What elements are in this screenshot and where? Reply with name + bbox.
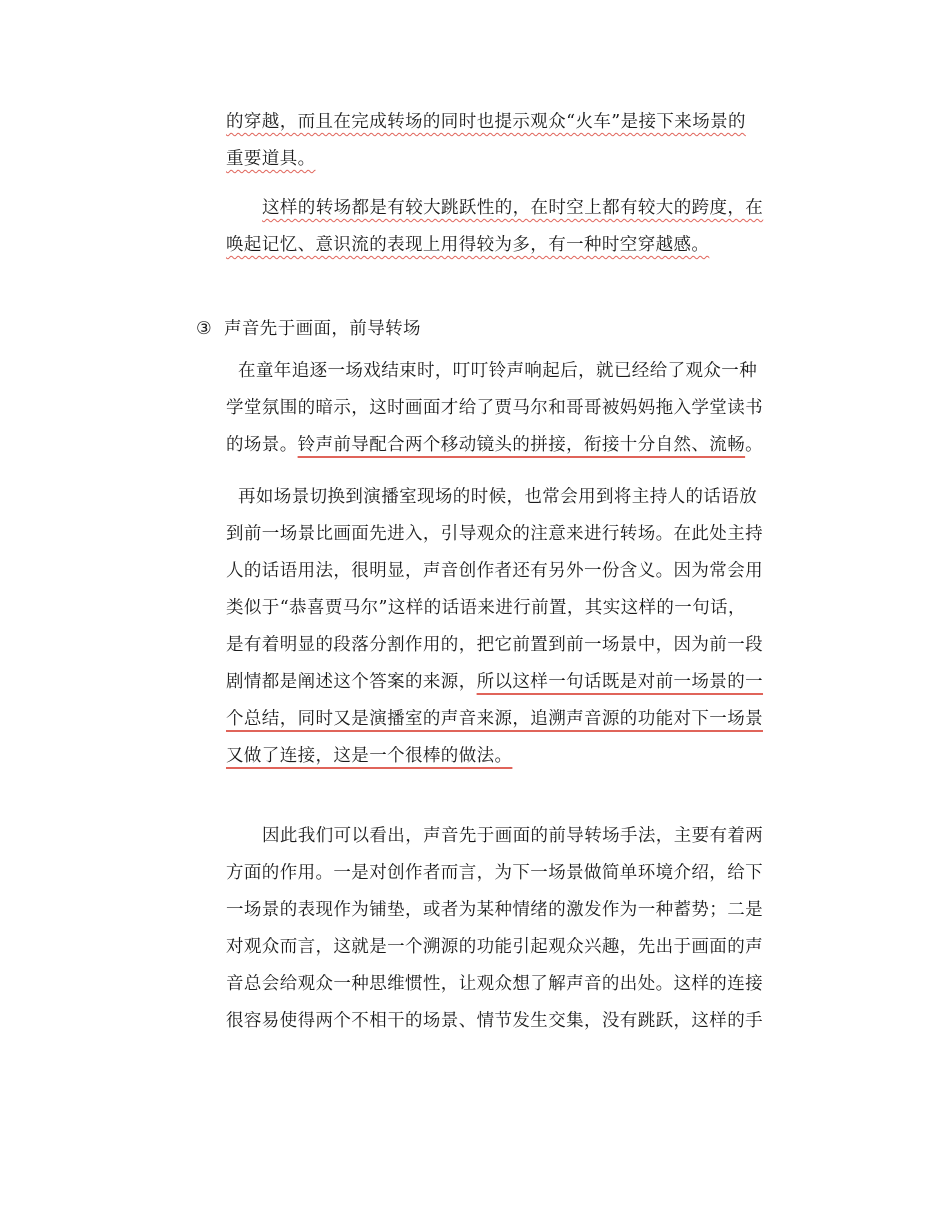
underlined-text: 个总结，同时又是演播室的声音来源，追溯声音源的功能对下一场景 [226,709,763,729]
text-line: 是有着明显的段落分割作用的，把它前置到前一场景中，因为前一段 [226,635,763,655]
text-line: 学堂氛围的暗示，这时画面才给了贾马尔和哥哥被妈妈拖入学堂读书 [226,398,763,418]
text-line: 对观众而言，这就是一个溯源的功能引起观众兴趣，先出于画面的声 [226,937,763,957]
text-line: 因此我们可以看出，声音先于画面的前导转场手法，主要有着两 [262,826,764,846]
text-line: 这样的转场都是有较大跳跃性的，在时空上都有较大的跨度，在 [262,198,764,218]
text-line: 人的话语用法，很明显，声音创作者还有另外一份含义。因为常会用 [226,561,763,581]
text-line: 到前一场景比画面先进入，引导观众的注意来进行转场。在此处主持 [226,524,763,544]
text-line: 再如场景切换到演播室现场的时候，也常会用到将主持人的话语放 [238,487,758,507]
paragraph-3 [226,353,814,464]
text-line: 类似于“恭喜贾马尔”这样的话语来进行前置，其实这样的一句话， [226,598,746,618]
section-number: ③ [196,319,213,339]
text-line: 在童年追逐一场戏结束时，叮叮铃声响起后，就已经给了观众一种 [238,361,758,381]
text-line: 方面的作用。一是对创作者而言，为下一场景做简单环境介绍，给下 [226,863,763,883]
underlined-text: 铃声前导配合两个移动镜头的拼接，衔接十分自然、流畅 [297,435,746,455]
text-line: 的场景。 [226,435,298,455]
text-line: 一场景的表现作为铺垫，或者为某种情绪的激发作为一种蓄势；二是 [226,900,763,920]
paragraph-5 [226,818,814,1040]
underlined-text: 又做了连接，这是一个很棒的做法。 [226,746,513,766]
section-heading [196,311,421,348]
text-line: 。 [745,435,764,455]
text-line: 音总会给观众一种思维惯性，让观众想了解声音的出处。这样的连接 [226,974,763,994]
paragraph-2 [226,190,814,264]
text-line: 剧情都是阐述这个答案的来源， [226,672,477,692]
paragraph-1 [226,104,814,178]
paragraph-4 [226,479,814,775]
text-line: 重要道具。 [226,149,316,169]
text-line: 的穿越，而且在完成转场的同时也提示观众“火车”是接下来场景的 [226,112,746,132]
underlined-text: 所以这样一句话既是对前一场景的一 [476,672,764,692]
section-title: 声音先于画面，前导转场 [224,319,421,339]
text-line: 很容易使得两个不相干的场景、情节发生交集，没有跳跃，这样的手 [226,1011,763,1031]
text-line: 唤起记忆、意识流的表现上用得较为多，有一种时空穿越感。 [226,235,710,255]
